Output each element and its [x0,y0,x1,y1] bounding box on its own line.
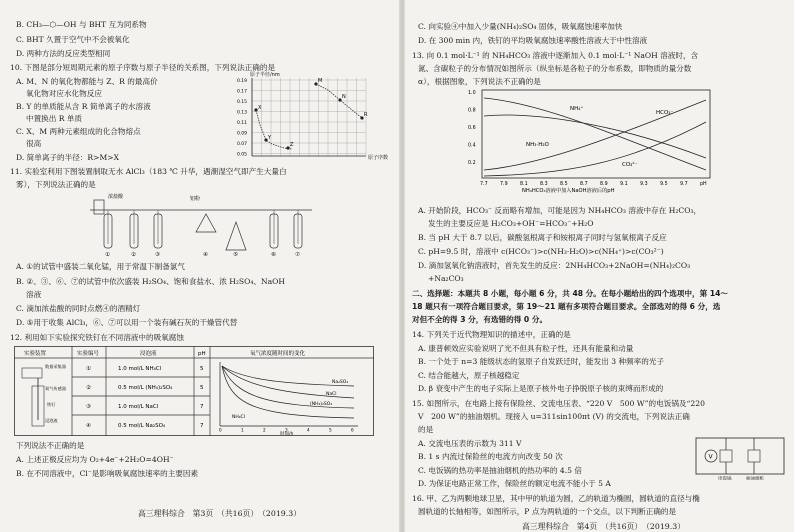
q12-xlabel: 时间/h [280,432,294,436]
q10-y-tick: 0.15 [237,99,248,105]
q11-number-label: ⑦ [295,252,300,258]
q13-x-tick: 9.1 [620,182,628,187]
q13-x-tick: pH [700,182,707,187]
page4-footer: 高三理科综合 第4页 （共16页） （2019.3） [522,522,686,531]
q10-label-m: M [318,78,323,84]
q11-funnel [94,200,104,214]
q10-y-tick: 0.11 [237,120,248,126]
q12-curve-nh4so4 [222,366,354,408]
q13-x-tick: 8.5 [560,182,568,187]
q12-row-ph: 5 [200,366,204,372]
q12-header-number: 实验编号 [77,351,100,357]
q12-sub-stem: 下列说法不正确的是 [16,441,85,450]
q13-y-tick: 0.6 [468,126,476,131]
q15-option-c: C. 电饭锅的热功率是抽油烟机的热功率的 4.5 倍 [418,466,582,475]
q13-option-b: B. 当 pH 大于 8.7 以后，碳酸氢根离子和铵根离子同时与氢氧根离子反应 [418,233,667,242]
q10-label-y: Y [268,135,272,141]
q11-option-b-cont: 溶液 [26,290,42,299]
q12-row-number: ③ [86,404,91,410]
q12-curve-label-na2so4: Na₂SO₄ [332,380,349,385]
q13-stem-cont1: 氮、含碳粒子的分布情况如图所示（纵坐标是各粒子的分布系数，即物质的量分数 [418,64,692,73]
q13-label-nh4: NH₄⁺ [570,106,584,112]
q9-option-c: C. BHT 久置于空气中不会被氧化 [16,35,130,44]
q10-option-c-cont: 很高 [26,139,42,148]
q11-number-label: ② [131,252,136,258]
q15-stem-cont1: V 200 W”的抽油烟机。现接入 u=311sin100πt (V) 的交流电，下列说法正确 [418,412,690,421]
q12-x-tick: 4 [307,427,310,433]
q14-option-d: D. β 衰变中产生的电子实际上是原子核外电子挣脱原子核的束缚而形成的 [418,384,664,393]
q12-label-nail: 铁钉 [47,402,56,407]
q13-x-tick: 8.9 [600,182,608,187]
q11-option-c: C. 滴加浓盐酸的同时点燃④的酒精灯 [16,304,141,313]
q15-option-a: A. 交流电压表的示数为 311 V [418,439,522,448]
q12-header-curve: 氧气浓度随时间的变化 [250,351,306,357]
page-4 [404,0,794,532]
q11-stem-cont: 雾），下列说法正确的是 [16,180,96,189]
q12-header-apparatus: 实验装置 [24,351,47,357]
q12-label-solution: 浸泡液 [45,418,58,423]
q11-number-label: ④ [203,252,208,258]
q11-label-hcl: 浓盐酸 [108,194,124,200]
q12-header-ph: pH [198,351,206,357]
q11-option-b: B. ②、③、⑥、⑦的试管中依次盛装 H₂SO₄、饱和食盐水、浓 H₂SO₄、NaOH [16,277,285,286]
q15-range-hood [748,450,760,462]
q12-row-solution: 1.0 mol/L NaCl [118,404,159,410]
q13-stem-cont2: α），根据图象，下列说法不正确的是 [418,77,541,86]
q13-label-nh3h2o: NH₃·H₂O [526,142,549,148]
q12-option-a: A. 上述正极反应均为 O₂+4e⁻+2H₂O=4OH⁻ [16,455,174,464]
q11-number-label: ⑤ [233,252,238,258]
q13-curve-co3 [484,122,706,176]
q12-option-b: B. 在不同溶液中，Cl⁻是影响吸氧腐蚀速率的主要因素 [16,469,199,478]
q12-data-logger [22,368,42,378]
q13-x-ticks [480,181,707,187]
q12-row-number: ④ [86,423,91,429]
q12-x-tick: 1 [241,427,244,433]
q13-xlabel: NH₄HCO₃溶液中加入NaOH溶液后的pH [522,188,615,194]
q13-label-co3: CO₃²⁻ [622,162,638,168]
q10-y-tick: 0.13 [237,110,248,116]
q12-x-tick: 3 [285,427,288,433]
q13-curve-nh4 [484,98,706,170]
q10-y-tick: 0.19 [237,78,248,84]
q15-stem: 15. 如图所示，在电路上接有保险丝、交流电压表、“220 V 500 W”的电饭锅及“220 [412,399,705,408]
q15-option-b: B. 1 s 内流过保险丝的电流方向改变 50 次 [418,452,563,461]
q12-stem: 12. 利用如下实验探究铁钉在不同溶液中的吸氧腐蚀 [10,333,184,342]
q11-flask [226,222,246,250]
q13-option-d: D. 滴加氢氧化钠溶液时，首先发生的反应：2NH₄HCO₃+2NaOH=(NH₄)₂CO₃ [418,261,691,270]
q13-y-tick: 1.0 [468,91,476,96]
q16-stem-cont: 圆轨道的长轴相等，如图所示，P 点为两轨道的一个交点，以下判断正确的是 [418,507,677,516]
q11-option-d: D. ⑤用于收集 AlCl₃，⑥、⑦可以用一个装有碱石灰的干燥管代替 [16,318,238,327]
q16-stem: 16. 甲、乙为两颗地球卫星，其中甲的轨道为圆，乙的轨道为椭圆，圆轨道的直径与椭 [412,494,700,503]
q15-circuit-diagram [692,434,788,484]
q15-option-d: D. 为保证电路正常工作，保险丝的额定电流不能小于 5 A [418,479,611,488]
q13-option-d-cont: +Na₂CO₃ [428,274,464,283]
q10-option-d: D. 简单离子的半径：R>M>X [16,153,120,162]
q10-label-n: N [342,94,346,100]
q10-label-z: Z [290,142,294,148]
q12-x-tick: 6 [351,427,354,433]
q10-ylabel: 原子半径/nm [250,72,280,78]
section-2-header: 二、选择题：本题共 8 小题，每小题 6 分，共 48 分。在每小题给出的四个选项中，第 14～ [412,289,728,298]
q14-stem: 14. 下列关于近代物理知识的描述中，正确的是 [412,330,571,339]
q12-x-tick: 0 [219,427,222,433]
q13-distribution-chart [466,86,730,198]
q13-x-tick: 8.1 [520,182,528,187]
q13-x-tick: 7.9 [500,182,508,187]
q10-grid [252,78,366,156]
q12-row-number: ① [86,366,91,372]
q15-label-cooker: 电饭锅 [718,477,732,480]
q10-y-tick: 0.09 [237,131,248,137]
q10-y-ticks [237,78,247,158]
q13-y-ticks [468,90,476,166]
section-2-header-cont1: 18 题只有一项符合题目要求，第 19～21 题有多项符合题目要求。全部选对的得 6 分，选 [412,302,721,311]
q12-row-number: ② [86,385,91,391]
q10-radius-chart [236,70,396,164]
q10-option-a: A. M、N 的氧化物都能与 Z、R 的最高价 [16,77,158,86]
q13-y-tick: 0.4 [468,143,476,149]
q15-rice-cooker [720,450,732,462]
q12-row-ph: 7 [200,404,204,410]
q11-stem: 11. 实验室利用下图装置制取无水 AlCl₃（183 ℃ 升华，遇潮湿空气即产生大量白 [10,167,287,176]
q9-option-b: B. CH₃—⬡—OH 与 BHT 互为同系物 [16,20,147,29]
q12-curve-label-nacl: NaCl [326,392,337,397]
q10-label-r: R [364,112,368,118]
q13-option-a: A. 开始阶段，HCO₃⁻ 反而略有增加，可能是因为 NH₄HCO₃ 溶液中存在 H₂CO₃， [418,206,702,215]
q9-option-d: D. 两种方法的反应类型相同 [16,49,111,58]
q12-row-solution: 0.5 mol/L Na₂SO₄ [118,423,166,429]
q11-tubes [104,210,302,248]
q12-label-sensor: 氧气传感器 [45,386,66,391]
q15-voltmeter-label: V [708,453,713,461]
q12-option-c: C. 向实验④中加入少量(NH₄)₂SO₄ 固体，吸氧腐蚀速率加快 [418,22,623,31]
q15-stem-cont2: 的是 [418,425,434,434]
q12-row-ph: 7 [200,423,204,429]
q10-y-tick: 0.05 [237,152,248,158]
q11-number-label: ① [105,252,110,258]
q15-label-hood: 抽油烟机 [746,477,764,480]
q12-header-solution: 浸泡液 [140,351,157,357]
q12-table-wrap [14,346,374,436]
q12-row-ph: 5 [200,385,204,391]
q11-apparatus-diagram [86,192,316,262]
q13-option-a-cont: 发生的主要反应是 H₂CO₃+OH⁻=HCO₃⁻+H₂O [428,219,594,228]
q13-x-tick: 7.7 [480,182,488,187]
q14-option-c: C. 结合能越大，原子核越稳定 [418,371,520,380]
q10-option-a-cont: 氧化物对应水化物反应 [26,89,102,98]
q13-x-tick: 9.7 [680,182,688,187]
q10-option-b: B. Y 的单质能从含 R 简单离子的水溶液 [16,102,151,111]
q13-x-tick: 8.7 [580,182,588,187]
q10-stem: 10. 下图是部分短周期元素的原子序数与原子半径的关系图，下列说法正确的是 [10,63,276,72]
q11-number-label: ⑥ [271,252,276,258]
q13-label-hco3: HCO₃⁻ [656,110,674,116]
q13-y-tick: 0.8 [468,108,476,114]
q11-burner [196,214,216,232]
q12-x-tick: 5 [329,427,332,433]
q10-y-tick: 0.07 [237,141,248,147]
q12-curve-label-nh4so4: (NH₄)₂SO₄ [310,402,333,407]
q10-label-x: X [258,105,262,111]
q10-y-tick: 0.17 [237,89,248,95]
q10-xlabel: 原子序数 [368,155,389,160]
q11-label-al: 铝粉 [190,196,201,202]
q12-label-logger: 数据采集器 [45,364,66,369]
q12-option-d: D. 在 300 min 内，铁钉的平均吸氧腐蚀速率酸性溶液大于中性溶液 [418,36,648,45]
q11-numbers [105,251,300,258]
q12-row-solution: 1.0 mol/L NH₄Cl [118,366,162,372]
q13-curve-hco3 [484,115,706,158]
q11-option-a: A. ①的试管中盛装二氧化锰，用于常温下制备氯气 [16,262,185,271]
q13-option-c: C. pH=9.5 时，溶液中 c(HCO₃⁻)>c(NH₃·H₂O)>c(NH₄⁺)>c(CO₃²⁻) [418,247,664,256]
q13-stem: 13. 向 0.1 mol·L⁻¹ 的 NH₄HCO₃ 溶液中逐渐加入 0.1 mol·L⁻¹ NaOH 溶液时，含 [412,51,699,60]
q13-y-tick: 0.2 [468,161,476,166]
page3-footer: 高三理科综合 第3页 （共16页） （2019.3） [138,509,302,518]
q11-number-label: ③ [155,252,160,258]
q12-row-solution: 0.5 mol/L (NH₄)₂SO₄ [118,385,173,391]
section-2-header-cont2: 对但不全的得 3 分，有选错的得 0 分。 [412,315,548,324]
q14-option-b: B. 一个处于 n=3 能级状态的氢原子自发跃迁时，能发出 3 种频率的光子 [418,357,665,366]
q13-x-tick: 9.5 [660,182,668,187]
q12-x-tick: 2 [263,427,266,433]
q14-option-a: A. 康普顿效应实验说明了光不但具有粒子性，还具有能量和动量 [418,344,634,353]
q10-option-c: C. X、M 两种元素组成的化合物熔点 [16,127,141,136]
q13-x-tick: 8.3 [540,182,548,187]
q10-option-b-cont: 中置换出 R 单质 [26,114,83,123]
q12-rows [86,366,204,429]
q12-curve-label-nh4cl: NH₄Cl [232,415,245,420]
q13-x-tick: 9.3 [640,182,648,187]
